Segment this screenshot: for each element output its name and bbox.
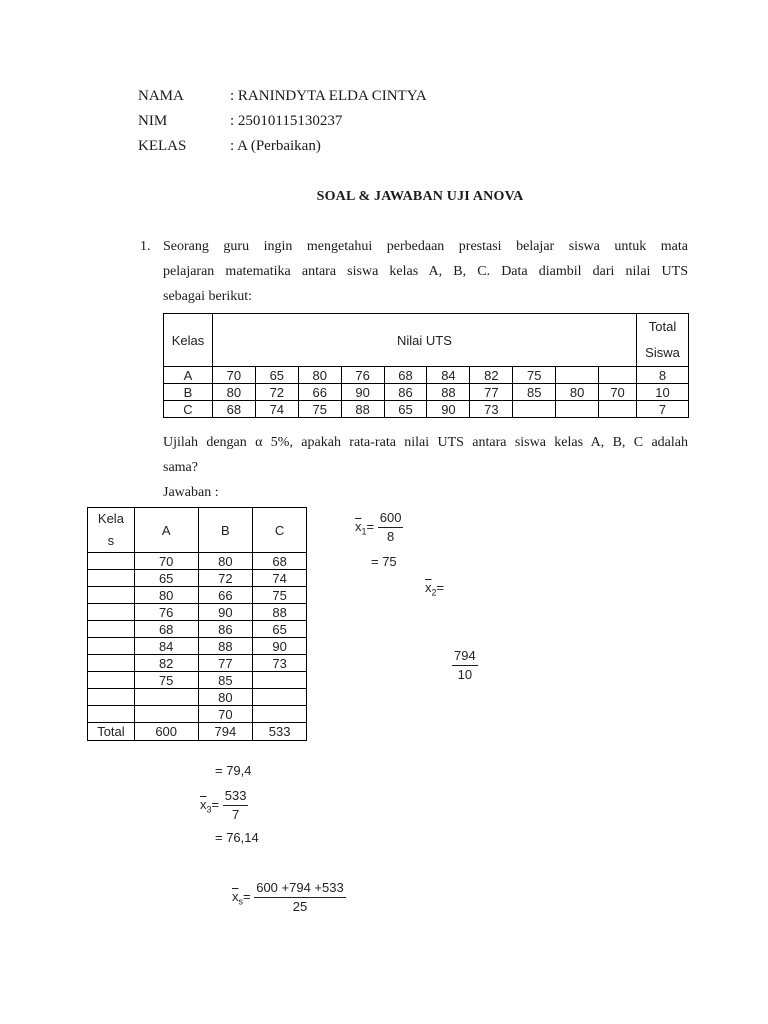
denominator: 7 (231, 807, 240, 822)
table-row (88, 570, 307, 587)
mean-symbol: $\overline{x}$ (425, 580, 432, 595)
cell-total: 533 (253, 723, 307, 741)
cell-value (556, 367, 599, 384)
mean-subscript: 1 (361, 526, 367, 537)
name-label: NAMA (138, 88, 184, 104)
cell-value: 75 (513, 367, 556, 384)
cell-value: 66 (298, 384, 341, 401)
fraction (378, 510, 404, 545)
table-row (88, 604, 307, 621)
cell-value: 80 (212, 384, 255, 401)
mean-2-fraction (452, 648, 478, 683)
cell: 86 (198, 621, 253, 638)
mean-1-formula (355, 510, 403, 545)
question-line-2: pelajaran matematika antara siswa kelas A, B, C. Data diambil dari nilai UTS (163, 264, 688, 279)
kelas-line-2: s (107, 533, 115, 548)
table-header-kelas: Kelas (164, 314, 213, 367)
kelas-value: : A (Perbaikan) (230, 138, 321, 154)
cell-value: 90 (341, 384, 384, 401)
instruction-line-1: Ujilah dengan α 5%, apakah rata-rata nilai UTS antara siswa kelas A, B, C adalah (163, 435, 688, 450)
cell: 76 (134, 604, 198, 621)
cell: 74 (253, 570, 307, 587)
equals-sign: = (211, 796, 220, 812)
cell-value: 80 (556, 384, 599, 401)
mean-symbol: $\overline{x}$ (355, 518, 362, 534)
cell-value (556, 401, 599, 418)
cell-total: 7 (637, 401, 689, 418)
total-row (88, 723, 307, 741)
answer-table (87, 507, 307, 741)
numerator: 600 (378, 510, 404, 528)
table-row (88, 655, 307, 672)
cell: 77 (198, 655, 253, 672)
cell-value: 65 (384, 401, 427, 418)
table-row (88, 689, 307, 706)
cell-value: 75 (298, 401, 341, 418)
numerator: 794 (452, 648, 478, 666)
cell-value (599, 401, 637, 418)
equals-sign: = (436, 580, 445, 595)
cell-value: 82 (470, 367, 513, 384)
instruction-line-2: sama? (163, 460, 198, 475)
cell: 85 (198, 672, 253, 689)
cell: 88 (253, 604, 307, 621)
kelas-label: KELAS (138, 138, 187, 154)
fraction (452, 648, 478, 683)
cell (134, 689, 198, 706)
denominator: 25 (292, 899, 308, 914)
cell-value: 68 (212, 401, 255, 418)
cell-value: 86 (384, 384, 427, 401)
cell: 90 (198, 604, 253, 621)
nim-label: NIM (138, 113, 168, 129)
cell: 65 (253, 621, 307, 638)
cell: 70 (134, 553, 198, 570)
data-table-uts (163, 313, 689, 418)
mean-subscript: 3 (206, 804, 212, 815)
table-row (88, 706, 307, 723)
cell-value: 73 (470, 401, 513, 418)
table-row (164, 367, 689, 384)
cell-kelas: C (164, 401, 213, 418)
cell (253, 706, 307, 723)
table-row (88, 621, 307, 638)
cell (88, 570, 135, 587)
cell-value: 84 (427, 367, 470, 384)
table-row (88, 672, 307, 689)
cell-value (599, 367, 637, 384)
page-title: SOAL & JAWABAN UJI ANOVA (316, 189, 524, 204)
cell-value: 76 (341, 367, 384, 384)
cell-value: 80 (298, 367, 341, 384)
total-line-2: Siswa (645, 345, 680, 360)
cell: 72 (198, 570, 253, 587)
fraction (223, 788, 249, 823)
cell-value: 72 (255, 384, 298, 401)
mean-2-result: = 79,4 (215, 763, 252, 778)
cell: 66 (198, 587, 253, 604)
mean-symbol: $\overline{x}$ (232, 888, 239, 904)
cell (88, 706, 135, 723)
cell: 90 (253, 638, 307, 655)
cell (88, 638, 135, 655)
cell: 82 (134, 655, 198, 672)
cell: 80 (198, 689, 253, 706)
grand-mean-formula (232, 880, 346, 915)
cell: 65 (134, 570, 198, 587)
cell-value: 70 (212, 367, 255, 384)
cell-kelas: B (164, 384, 213, 401)
answer-header-a: A (134, 508, 198, 553)
cell (88, 672, 135, 689)
cell-kelas: A (164, 367, 213, 384)
table-header-total (637, 314, 689, 367)
mean-3-formula (200, 788, 248, 823)
cell (134, 706, 198, 723)
cell-value: 90 (427, 401, 470, 418)
cell-value: 74 (255, 401, 298, 418)
answer-header-c: C (253, 508, 307, 553)
cell (88, 587, 135, 604)
cell-value: 68 (384, 367, 427, 384)
cell-value: 65 (255, 367, 298, 384)
cell: 84 (134, 638, 198, 655)
question-line-1: Seorang guru ingin mengetahui perbedaan prestasi belajar siswa untuk mata (163, 239, 688, 254)
cell (88, 604, 135, 621)
cell: 73 (253, 655, 307, 672)
denominator: 8 (386, 529, 395, 544)
table-row (88, 553, 307, 570)
total-line-1: Total (648, 319, 677, 334)
numerator: 533 (223, 788, 249, 806)
question-line-3: sebagai berikut: (163, 289, 253, 304)
cell (88, 621, 135, 638)
cell-total: 10 (637, 384, 689, 401)
table-row (164, 384, 689, 401)
cell-total: 8 (637, 367, 689, 384)
mean-1-result: = 75 (371, 554, 397, 569)
cell (88, 655, 135, 672)
kelas-line-1: Kela (97, 511, 124, 526)
cell-total: 600 (134, 723, 198, 741)
cell (88, 553, 135, 570)
equals-sign: = (243, 888, 251, 904)
answer-header-kelas (88, 508, 135, 553)
numerator: 600 +794 +533 (254, 880, 345, 898)
cell-value: 88 (427, 384, 470, 401)
cell: 70 (198, 706, 253, 723)
mean-symbol: $\overline{x}$ (200, 796, 207, 812)
equals-sign: = (366, 518, 375, 534)
cell-total: 794 (198, 723, 253, 741)
cell: 75 (134, 672, 198, 689)
answer-header-b: B (198, 508, 253, 553)
cell: 80 (198, 553, 253, 570)
cell-value: 88 (341, 401, 384, 418)
answer-label: Jawaban : (163, 485, 219, 500)
cell-value (513, 401, 556, 418)
cell (253, 672, 307, 689)
cell: 80 (134, 587, 198, 604)
cell (88, 689, 135, 706)
cell-value: 85 (513, 384, 556, 401)
cell-value: 70 (599, 384, 637, 401)
table-row (164, 401, 689, 418)
cell: 68 (134, 621, 198, 638)
table-row (88, 587, 307, 604)
cell-total-label: Total (88, 723, 135, 741)
name-value: : RANINDYTA ELDA CINTYA (230, 88, 427, 104)
mean-3-result: = 76,14 (215, 830, 259, 845)
table-row (88, 638, 307, 655)
nim-value: : 25010115130237 (230, 113, 343, 129)
question-number: 1. (140, 239, 151, 254)
cell-value: 77 (470, 384, 513, 401)
mean-subscript: s (238, 896, 243, 907)
mean-2-formula (425, 580, 444, 598)
fraction (254, 880, 345, 915)
cell: 88 (198, 638, 253, 655)
cell: 75 (253, 587, 307, 604)
cell: 68 (253, 553, 307, 570)
cell (253, 689, 307, 706)
denominator: 10 (457, 667, 473, 682)
mean-subscript: 2 (431, 587, 437, 598)
table-header-nilai: Nilai UTS (212, 314, 636, 367)
